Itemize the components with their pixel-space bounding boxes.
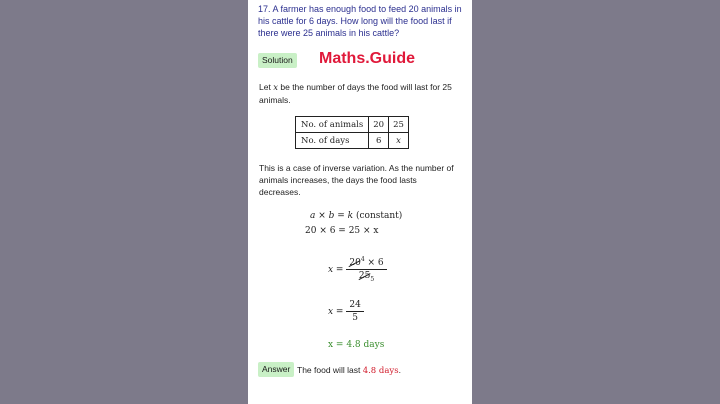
equation-constant-lhs: a × b = k (310, 211, 354, 221)
fraction-lhs: x = (328, 307, 344, 317)
answer-badge: Answer (258, 362, 294, 377)
cancel-value: 4 (360, 256, 365, 263)
table-cell: 25 (389, 117, 409, 133)
answer-value: 4.8 days (362, 366, 399, 376)
equation-constant-note: (constant) (355, 211, 403, 221)
equation-fraction-cancel (328, 256, 387, 283)
answer-prefix: The food will last (297, 365, 361, 375)
fraction-denominator: 5 (352, 313, 358, 323)
struck-number: 20 (349, 258, 361, 268)
left-letterbox (0, 0, 248, 404)
fraction-cancel (346, 256, 386, 283)
intro-text (259, 81, 459, 106)
equation-line2: 20 × 6 = 25 × x (305, 226, 379, 236)
fraction-simple (346, 300, 363, 323)
table-row (296, 133, 409, 149)
table-cell: 20 (369, 117, 389, 133)
question-text: 17. A farmer has enough food to feed 20 animals in his cattle for 6 days. How long will the food last if there were 25 animals in his cattle? (258, 4, 462, 38)
brand-logo: Maths.Guide (319, 50, 416, 67)
answer-text (297, 365, 401, 376)
content-page (248, 0, 472, 404)
numerator-rest: × 6 (367, 258, 384, 268)
equation-constant (310, 211, 402, 221)
fraction-numerator (346, 256, 386, 270)
fraction-denominator (346, 270, 386, 283)
fraction-lhs: x = (328, 264, 344, 275)
explanation-text: This is a case of inverse variation. As the number of animals increases, the days the food lasts decreases. (259, 163, 454, 197)
fraction-numerator: 24 (346, 300, 363, 312)
right-letterbox (472, 0, 720, 404)
solution-badge: Solution (258, 53, 297, 68)
answer-end: . (398, 365, 401, 375)
intro-before: Let (259, 82, 271, 92)
table-cell: No. of days (296, 133, 369, 149)
table-cell: x (389, 133, 409, 149)
intro-variable: x (273, 83, 278, 93)
data-table (295, 116, 409, 149)
equation-fraction-simple (328, 300, 364, 323)
equation-result: x = 4.8 days (328, 340, 385, 350)
table-row (296, 117, 409, 133)
intro-after: be the number of days the food will last for 25 animals. (259, 82, 452, 105)
table-cell: 6 (369, 133, 389, 149)
struck-number: 25 (358, 271, 371, 281)
cancel-value: 5 (370, 275, 375, 283)
table-cell: No. of animals (296, 117, 369, 133)
